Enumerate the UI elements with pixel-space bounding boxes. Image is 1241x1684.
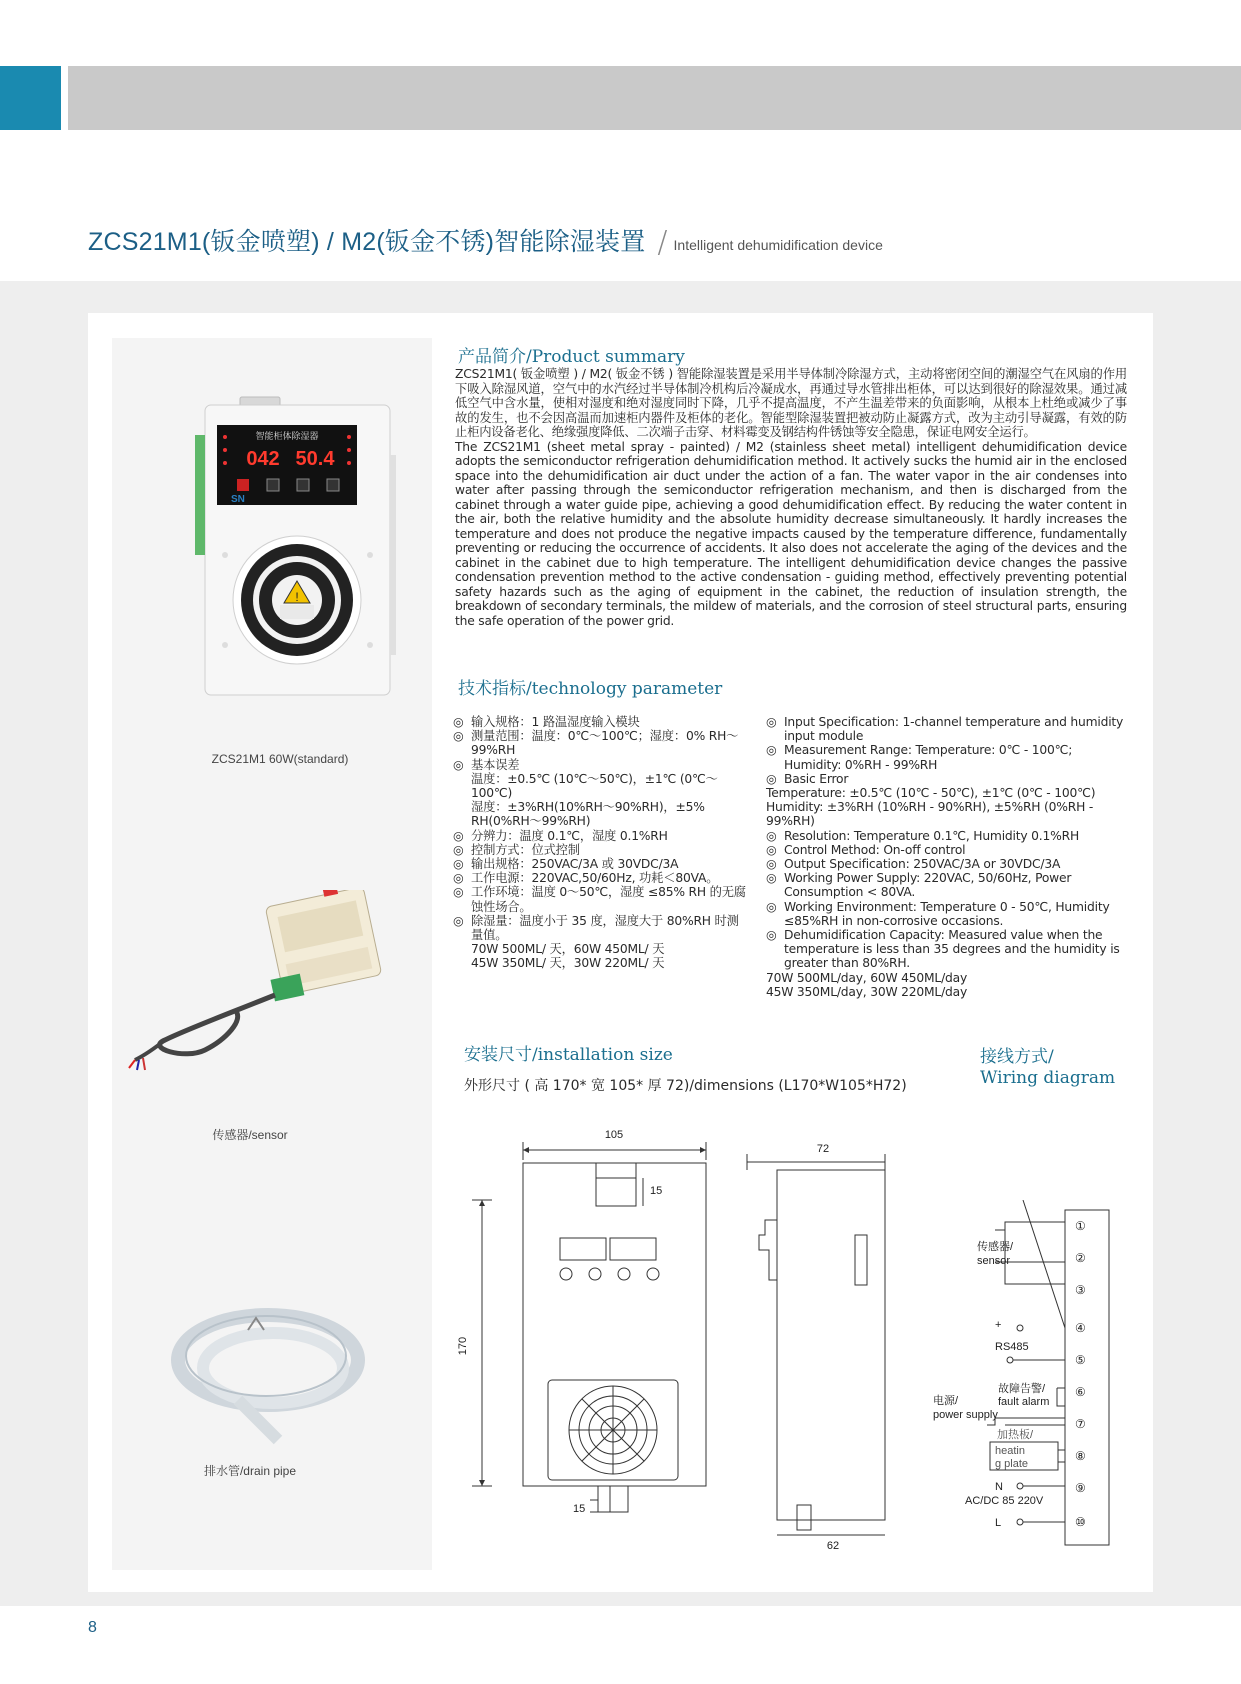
dim-side-width: 72 <box>816 1143 830 1155</box>
install-dimensions: 外形尺寸 ( 高 170* 宽 105* 厚 72)/dimensions (L170*W105*H72) <box>464 1078 907 1094</box>
spec-en-input: ◎ Input Specification: 1-channel temperature and humidity input module <box>766 715 1126 743</box>
page-title: ZCS21M1(钣金喷塑) / M2(钣金不锈)智能除湿装置 <box>88 228 646 256</box>
wiring-heading-2: Wiring diagram <box>980 1068 1116 1088</box>
sensor-image <box>125 890 410 1085</box>
header-accent-square <box>0 66 61 130</box>
page-number: 8 <box>88 1619 97 1636</box>
svg-text:SN: SN <box>231 494 245 505</box>
label-sensor-en: sensor <box>977 1255 1011 1267</box>
install-heading: 安装尺寸/installation size <box>464 1045 673 1065</box>
terminal-3: ③ <box>1075 1283 1086 1297</box>
header-gray-bar <box>68 66 1241 130</box>
terminal-6: ⑥ <box>1075 1385 1086 1399</box>
terminal-4: ④ <box>1075 1321 1086 1335</box>
spec-en-error-hum: Humidity: ±3%RH (10%RH - 90%RH), ±5%RH (0%RH - 99%RH) <box>766 800 1094 829</box>
spec-zh-error: ◎ 基本误差 <box>453 758 750 772</box>
label-alarm-zh: 故障告警/ <box>998 1383 1046 1395</box>
sensor-caption: 传感器/sensor <box>212 1128 288 1142</box>
device-panel-title: 智能柜体除湿器 <box>255 431 319 441</box>
spec-zh-capacity-1: 70W 500ML/ 天，60W 450ML/ 天 <box>471 942 665 957</box>
spec-zh-capacity-2: 45W 350ML/ 天，30W 220ML/ 天 <box>471 956 665 971</box>
dim-bottom-15: 15 <box>573 1503 586 1515</box>
label-l: L <box>995 1517 1002 1529</box>
terminal-2: ② <box>1075 1251 1086 1265</box>
spec-zh-capacity: ◎ 除湿量：温度小于 35 度，湿度大于 80%RH 时测量值。 <box>453 914 750 942</box>
terminal-9: ⑨ <box>1075 1481 1086 1495</box>
device-image <box>195 395 400 700</box>
label-plus: + <box>995 1319 1002 1331</box>
spec-en-error: ◎ Basic Error <box>766 772 1126 786</box>
spec-zh-range: ◎ 测量范围：温度：0℃～100℃；湿度：0% RH～99%RH <box>453 729 750 757</box>
device-display-2: 50.4 <box>295 448 335 470</box>
spec-zh-control: ◎ 控制方式：位式控制 <box>453 843 750 857</box>
spec-zh-environment: ◎ 工作环境：温度 0～50℃，湿度 ≤85% RH 的无腐蚀性场合。 <box>453 885 750 913</box>
spec-en-power: ◎ Working Power Supply: 220VAC, 50/60Hz, Power Consumption < 80VA. <box>766 871 1126 899</box>
label-rs485: RS485 <box>995 1341 1029 1353</box>
tech-heading: 技术指标/technology parameter <box>458 679 723 699</box>
label-power-en: power supply <box>933 1409 998 1421</box>
summary-body <box>455 367 1127 628</box>
spec-en-environment: ◎ Working Environment: Temperature 0 - 50℃, Humidity ≤85%RH in non-corrosive occasions. <box>766 900 1126 928</box>
spec-en-capacity-2: 45W 350ML/day, 30W 220ML/day <box>766 984 968 999</box>
spec-en-resolution: ◎ Resolution: Temperature 0.1℃, Humidity 0.1%RH <box>766 829 1126 843</box>
page-subtitle: Intelligent dehumidification device <box>673 237 883 253</box>
spec-en-capacity-1: 70W 500ML/day, 60W 450ML/day <box>766 970 968 985</box>
title-row <box>88 222 883 262</box>
spec-en-control: ◎ Control Method: On-off control <box>766 843 1126 857</box>
spec-zh-error-hum: 湿度：±3%RH(10%RH～90%RH)，±5% RH(0%RH～99%RH) <box>471 800 705 829</box>
spec-zh-output: ◎ 输出规格：250VAC/3A 或 30VDC/3A <box>453 857 750 871</box>
label-acdc: AC/DC 85 220V <box>965 1495 1044 1507</box>
label-n: N <box>995 1481 1003 1493</box>
terminal-7: ⑦ <box>1075 1417 1086 1431</box>
dim-top-15: 15 <box>650 1185 663 1197</box>
dim-side-bottom: 62 <box>826 1540 840 1552</box>
terminal-10: ⑩ <box>1075 1515 1086 1529</box>
dim-width: 105 <box>604 1129 624 1141</box>
svg-text:!: ! <box>295 590 299 604</box>
label-power-zh: 电源/ <box>933 1395 959 1407</box>
spec-zh-input: ◎ 输入规格：1 路温湿度输入模块 <box>453 715 750 729</box>
tech-spec-zh <box>453 715 750 971</box>
spec-en-capacity: ◎ Dehumidification Capacity: Measured value when the temperature is less than 35 degrees and the humidity is greater than 80%RH. <box>766 928 1126 971</box>
side-dimension-drawing <box>735 1140 895 1560</box>
summary-heading: 产品简介/Product summary <box>458 347 685 367</box>
terminal-1: ① <box>1075 1219 1086 1233</box>
device-caption: ZCS21M1 60W(standard) <box>211 752 349 766</box>
label-sensor-zh: 传感器/ <box>977 1241 1014 1253</box>
summary-zh: ZCS21M1( 钣金喷塑 ) / M2( 钣金不锈 ) 智能除湿装置是采用半导体制冷除湿方式，主动将密闭空间的潮湿空气在风扇的作用下吸入除湿风道，空气中的水汽经过半导体制冷机构后冷凝成水，再通过导水管排出柜体，可以达到很好的除湿效果。通过减低空气中含水量，使相对湿度和绝对湿度同时下降，几乎不提高温度，不产生温差带来的负面影响，从根本上杜绝或减少了事故的发生，也不会因高温而加速柜内器件及柜体的老化。智能型除湿装置把被动防止凝露方式，改为主动引导凝露，有效的防止柜内设备老化、绝缘强度降低、二次端子击穿、材料霉变及钢结构件锈蚀等安全隐患，保证电网安全运行。 <box>455 367 1127 439</box>
spec-zh-error-temp: 温度：±0.5℃ (10℃～50℃)，±1℃ (0℃～100℃) <box>471 771 718 801</box>
title-separator: / <box>657 225 668 260</box>
dim-height: 170 <box>457 1336 469 1356</box>
device-display-1: 042 <box>246 448 280 470</box>
label-alarm-en: fault alarm <box>998 1396 1050 1408</box>
label-heat-en-1: heatin <box>995 1445 1025 1457</box>
drain-pipe-image <box>168 1290 388 1450</box>
spec-en-range: ◎ Measurement Range: Temperature: 0℃ - 100℃; Humidity: 0%RH - 99%RH <box>766 743 1126 771</box>
spec-zh-resolution: ◎ 分辨力：温度 0.1℃，湿度 0.1%RH <box>453 829 750 843</box>
terminal-5: ⑤ <box>1075 1353 1086 1367</box>
label-heat-zh: 加热板/ <box>997 1429 1034 1441</box>
summary-en: The ZCS21M1 (sheet metal spray - painted) / M2 (stainless sheet metal) intelligent dehumidification device adopts the semiconductor refrigeration dehumidification method. It actively sucks the humid air in the enclosed space into the dehumidification air duct under the action of a fan. The water vapor in the air condenses into water after passing through the semiconductor refrigeration mechanism, and then is discharged from the cabinet through a water guide pipe, achieving a good dehumidification effect. By reducing the water content in the air, both the relative humidity and the absolute humidity decrease simultaneously. It hardly increases the temperature and does not produce the negative impacts caused by the temperature difference, fundamentally preventing or reducing the occurrence of accidents. It also does not accelerate the aging of the devices and the cabinet in the cabinet due to high temperature. The intelligent dehumidification device changes the passive condensation prevention method to the active condensation - guiding method, effectively preventing potential safety hazards such as the aging of equipment in the cabinet, the reduction of insulation strength, the breakdown of secondary terminals, the mildew of materials, and the corrosion of steel structural parts, ensuring the safe operation of the power grid. <box>455 439 1127 628</box>
spec-zh-power: ◎ 工作电源：220VAC,50/60Hz, 功耗＜80VA。 <box>453 871 750 885</box>
terminal-8: ⑧ <box>1075 1449 1086 1463</box>
pipe-caption: 排水管/drain pipe <box>203 1464 297 1478</box>
spec-en-output: ◎ Output Specification: 250VAC/3A or 30VDC/3A <box>766 857 1126 871</box>
tech-spec-en <box>766 715 1126 999</box>
label-heat-en-2: g plate <box>995 1458 1029 1470</box>
wiring-heading-1: 接线方式/ <box>980 1047 1054 1067</box>
wiring-diagram <box>925 1200 1115 1555</box>
front-dimension-drawing <box>440 1120 730 1560</box>
spec-en-error-temp: Temperature: ±0.5℃ (10℃ - 50℃), ±1℃ (0℃ - 100℃) <box>766 786 1096 801</box>
